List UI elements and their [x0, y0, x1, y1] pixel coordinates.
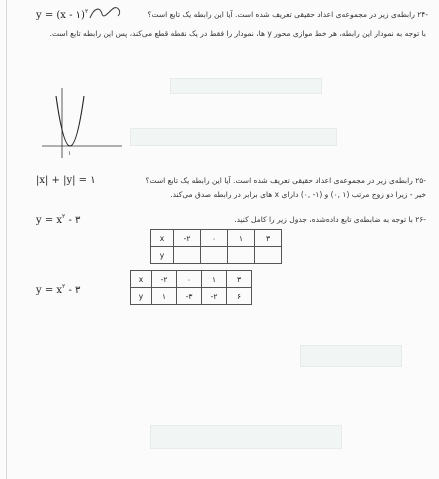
table-cell: -۲: [202, 288, 227, 305]
q24-parabola-graph: [38, 84, 128, 164]
page-margin-line: [6, 0, 7, 479]
scan-shadow: [150, 425, 342, 449]
table-cell: [174, 247, 201, 264]
table-cell: x: [131, 271, 152, 288]
q26-formula: $y = x^۲$ - ۳: [36, 213, 81, 226]
table-row: [131, 288, 252, 305]
q26-filled-table: [130, 270, 252, 305]
table-cell: ۳: [255, 230, 282, 247]
table-cell: [255, 247, 282, 264]
table-cell: y: [151, 247, 174, 264]
q26-blank-table: [150, 229, 282, 264]
table-cell: ۱: [228, 230, 255, 247]
table-cell: [228, 247, 255, 264]
table-cell: -۲: [152, 271, 177, 288]
table-cell: ۰: [201, 230, 228, 247]
handwritten-scribble: [88, 4, 128, 22]
scan-shadow: [300, 345, 402, 367]
scan-shadow: [170, 78, 322, 94]
graph-tick-label: ۱: [68, 150, 72, 157]
q26-answer-formula: $y = x^۲$ - ۳: [36, 283, 81, 296]
q24-formula: y = (x - ۱)$^۲$: [36, 8, 89, 21]
parabola-curve: [56, 96, 84, 146]
table-cell: -۳: [177, 288, 202, 305]
table-row: [151, 247, 282, 264]
q25-formula: |x| + |y| = ۱: [36, 175, 96, 186]
table-cell: ۶: [227, 288, 252, 305]
q24-answer: با توجه به نمودار این رابطه، هر خط موازی محور y ها، نمودار را فقط در یک نقطه قطع می‌کند، پس این رابطه تابع است.: [49, 29, 426, 38]
q25-question: -۲۵ رابطه‌ی زیر در مجموعه‌ی اعداد حقیقی تعریف شده است. آیا این رابطه یک تابع است؟: [145, 176, 426, 185]
table-cell: ۳: [227, 271, 252, 288]
table-row: [151, 230, 282, 247]
table-cell: -۲: [174, 230, 201, 247]
q25-answer: خیر - زیرا دو زوج مرتب (۱ ,۰) و (۱- ,۰) دارای x های برابر در رابطه صدق می‌کند.: [170, 190, 426, 199]
scan-shadow: [130, 128, 337, 146]
table-cell: ۰: [177, 271, 202, 288]
table-cell: y: [131, 288, 152, 305]
table-cell: ۱: [152, 288, 177, 305]
q26-question: -۲۶ با توجه به ضابطه‌ی تابع داده‌شده، جدول زیر را کامل کنید.: [234, 215, 426, 224]
table-cell: ۱: [202, 271, 227, 288]
table-cell: x: [151, 230, 174, 247]
q24-question: -۲۴ رابطه‌ی زیر در مجموعه‌ی اعداد حقیقی تعریف شده است. آیا این رابطه یک تابع است؟: [147, 10, 428, 19]
table-row: [131, 271, 252, 288]
table-cell: [201, 247, 228, 264]
